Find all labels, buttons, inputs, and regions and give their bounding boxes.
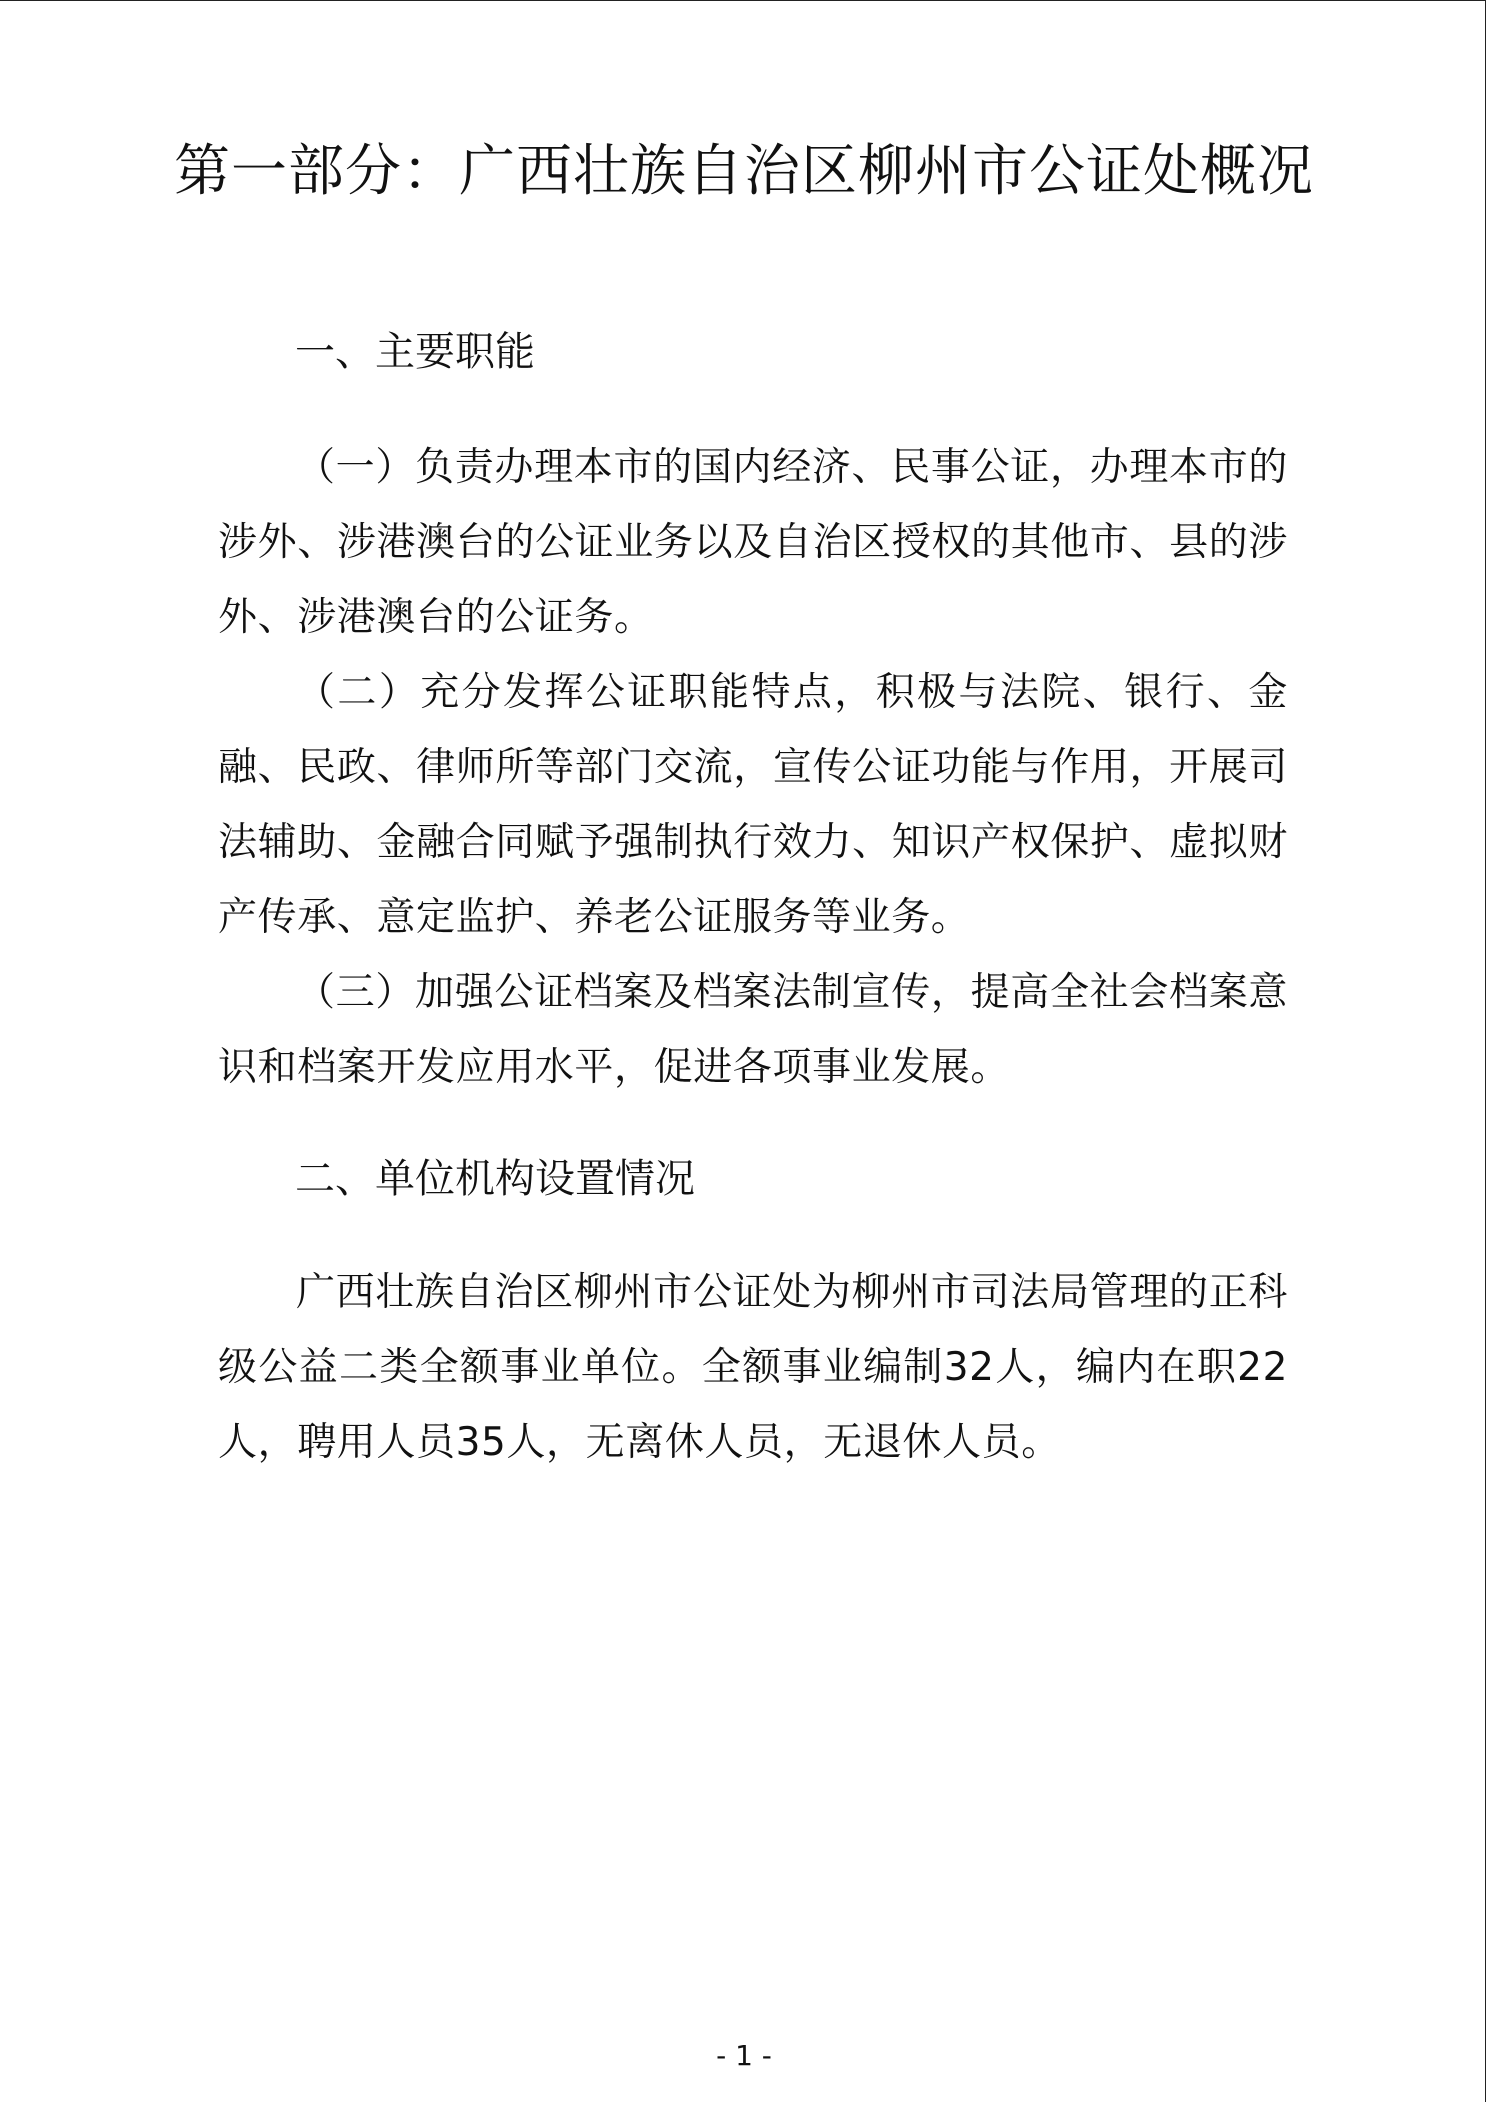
- paragraph-function-2: （二）充分发挥公证职能特点，积极与法院、银行、金融、民政、律师所等部门交流，宣传公证功能与作用，开展司法辅助、金融合同赋予强制执行效力、知识产权保护、虚拟财产传承、意定监护、养老公证服务等业务。: [218, 670, 1288, 940]
- page-number: - 1 -: [716, 2039, 772, 2072]
- document-title: 第一部分：广西壮族自治区柳州市公证处概况: [174, 139, 1314, 204]
- paragraph-function-1: （一）负责办理本市的国内经济、民事公证，办理本市的涉外、涉港澳台的公证业务以及自治区授权的其他市、县的涉外、涉港澳台的公证务。: [218, 445, 1288, 640]
- paragraph-organization: 广西壮族自治区柳州市公证处为柳州市司法局管理的正科级公益二类全额事业单位。全额事业编制32人，编内在职22人，聘用人员35人，无离休人员，无退休人员。: [218, 1270, 1288, 1465]
- paragraph-function-3: （三）加强公证档案及档案法制宣传，提高全社会档案意识和档案开发应用水平，促进各项事业发展。: [218, 970, 1288, 1090]
- section-heading-organization: 二、单位机构设置情况: [295, 1156, 695, 1202]
- section-heading-main-functions: 一、主要职能: [295, 329, 535, 375]
